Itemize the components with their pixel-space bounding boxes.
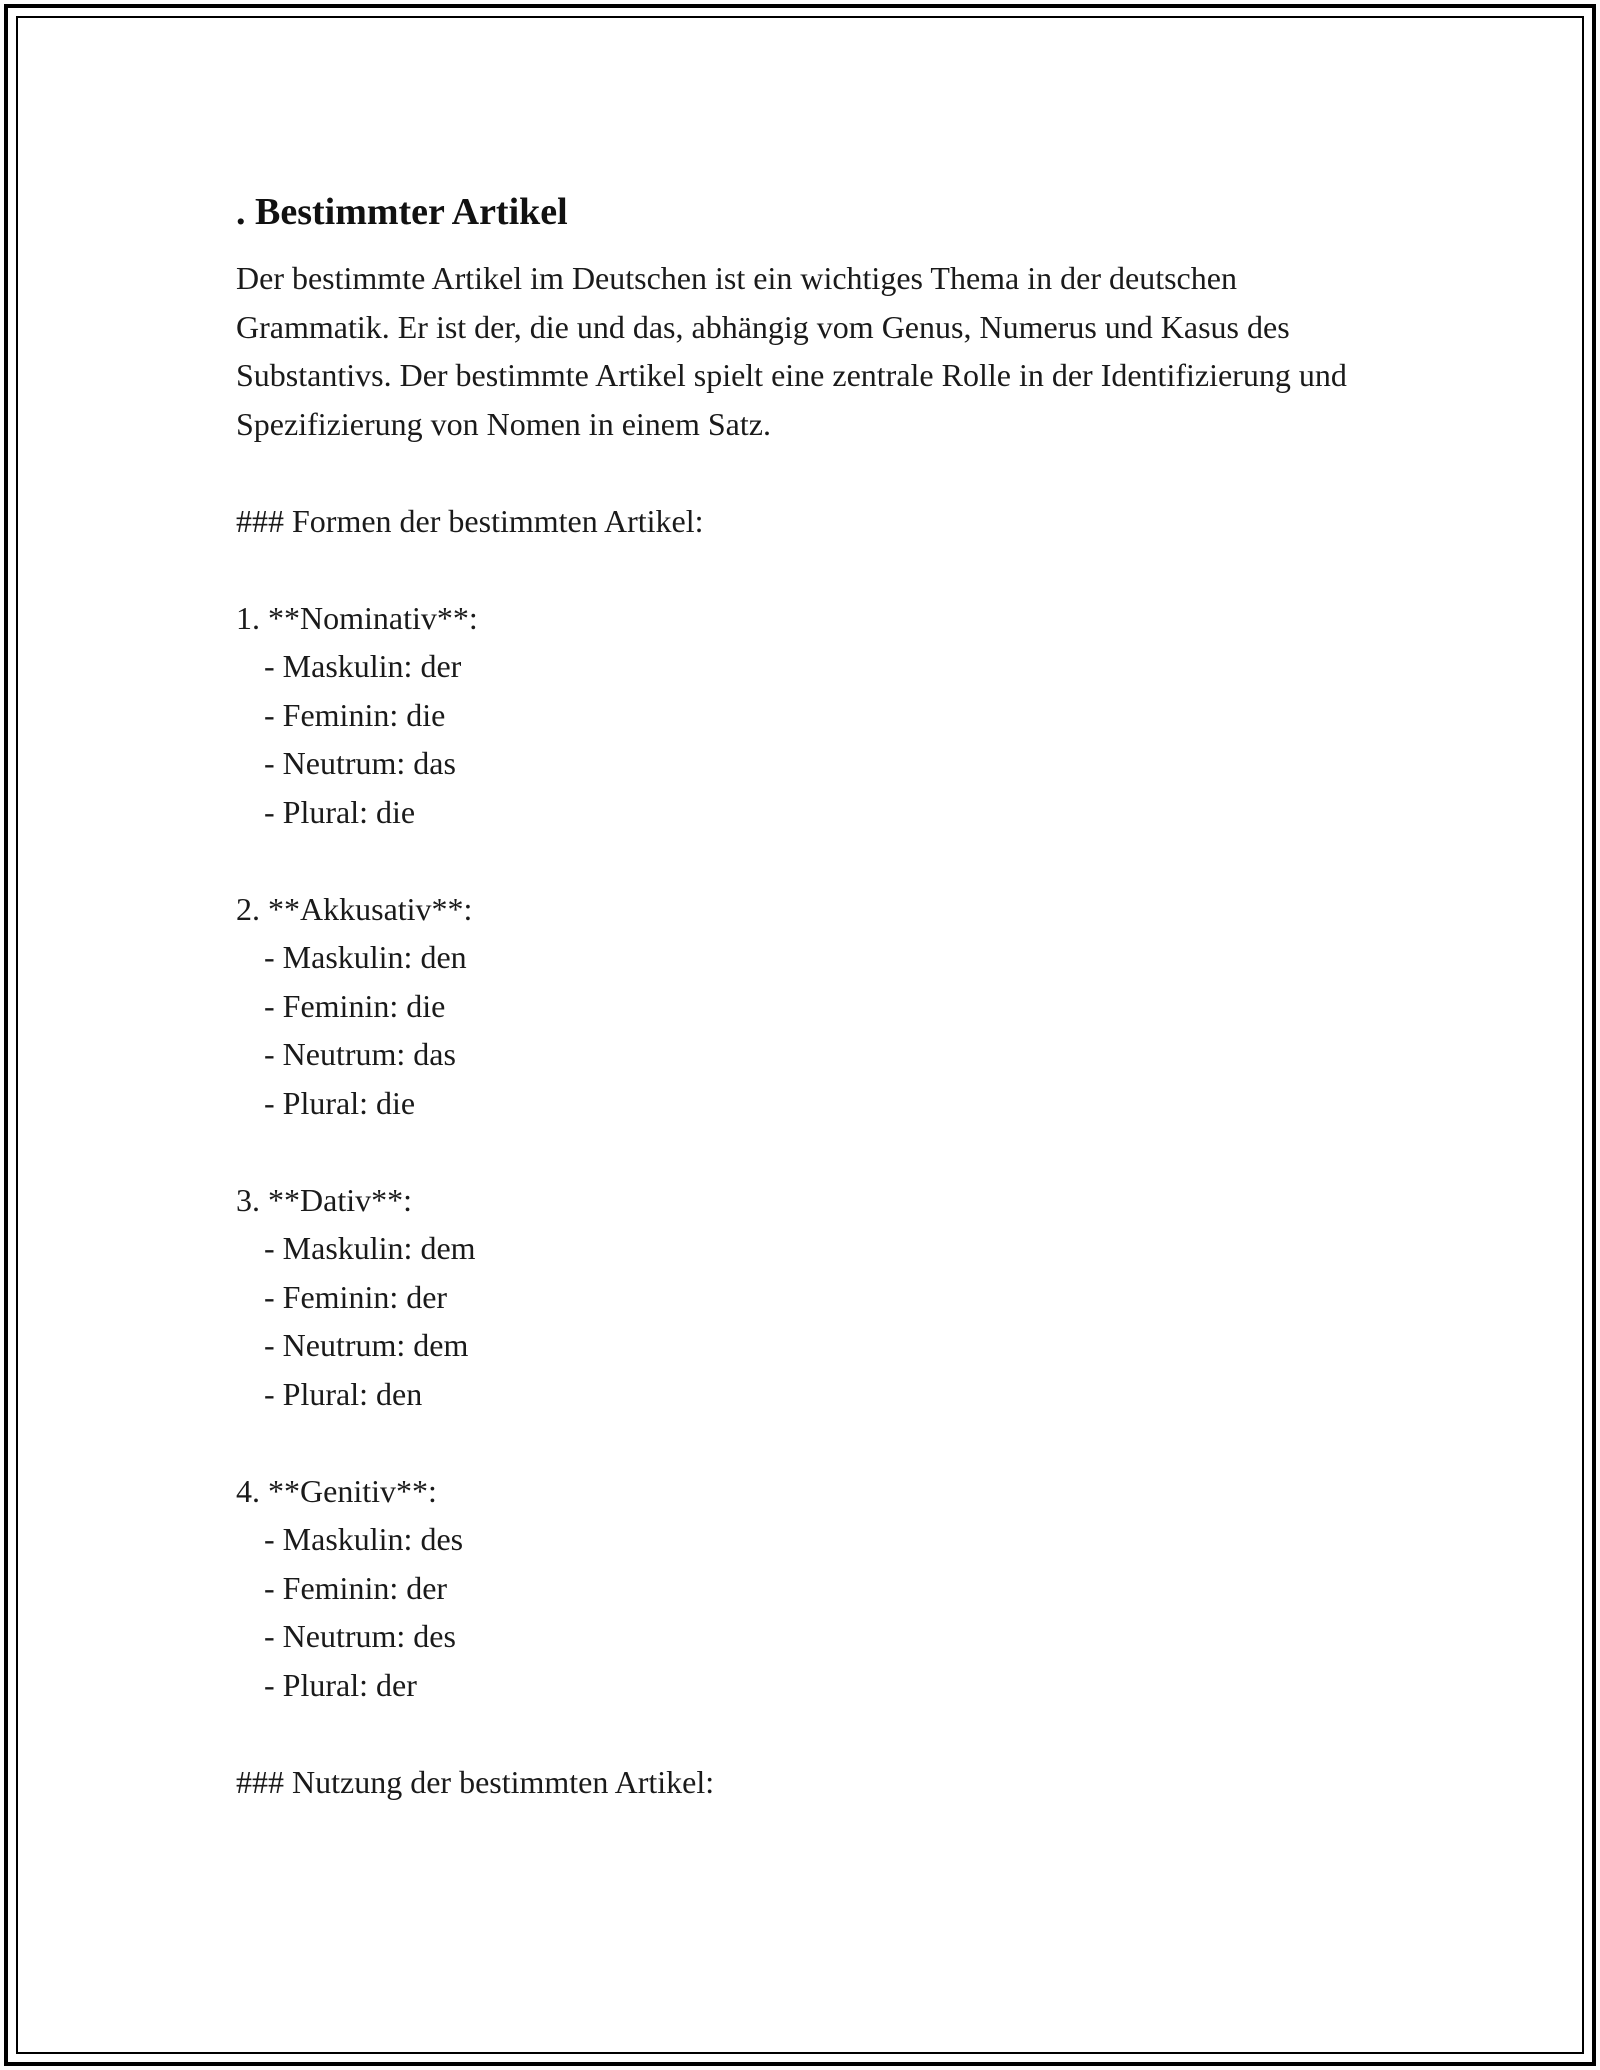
case-line-maskulin: - Maskulin: den: [264, 939, 467, 975]
intro-paragraph: Der bestimmte Artikel im Deutschen ist ein wichtiges Thema in der deutschen Grammatik. Er ist der, die und das, abhängig vom Genus, Numerus und Kasus des Substantivs. Der bestimmte Artikel spielt eine zentrale Rolle in der Identifizierung und Spezifizierung von Nomen in einem Satz.: [236, 260, 1347, 442]
case-title: 4. **Genitiv**:: [236, 1472, 437, 1509]
case-line-neutrum: - Neutrum: das: [264, 745, 456, 781]
case-line-feminin: - Feminin: der: [264, 1569, 448, 1606]
case-line-maskulin: - Maskulin: des: [264, 1521, 464, 1557]
case-line-plural: - Plural: den: [264, 1375, 423, 1412]
case-dativ: [236, 1176, 1376, 1419]
case-line-neutrum: - Neutrum: dem: [264, 1327, 469, 1363]
case-line-neutrum: - Neutrum: das: [264, 1036, 456, 1072]
document-title: . Bestimmter Artikel: [236, 191, 568, 233]
case-genitiv: [236, 1467, 1376, 1710]
case-line-feminin: - Feminin: der: [264, 1278, 448, 1315]
case-line-plural: - Plural: die: [264, 793, 416, 830]
heading-forms: ### Formen der bestimmten Artikel:: [236, 502, 704, 539]
case-line-maskulin: - Maskulin: dem: [264, 1230, 476, 1266]
case-title: 1. **Nominativ**:: [236, 599, 478, 636]
heading-usage: ### Nutzung der bestimmten Artikel:: [236, 1763, 715, 1800]
document-body: [236, 186, 1376, 1806]
case-title: 2. **Akkusativ**:: [236, 890, 473, 927]
case-line-maskulin: - Maskulin: der: [264, 648, 462, 684]
case-nominativ: [236, 594, 1376, 837]
case-line-neutrum: - Neutrum: des: [264, 1618, 456, 1654]
case-title: 3. **Dativ**:: [236, 1181, 412, 1218]
case-akkusativ: [236, 885, 1376, 1128]
case-line-plural: - Plural: die: [264, 1084, 416, 1121]
case-line-feminin: - Feminin: die: [264, 987, 446, 1024]
case-line-feminin: - Feminin: die: [264, 696, 446, 733]
case-line-plural: - Plural: der: [264, 1666, 417, 1703]
